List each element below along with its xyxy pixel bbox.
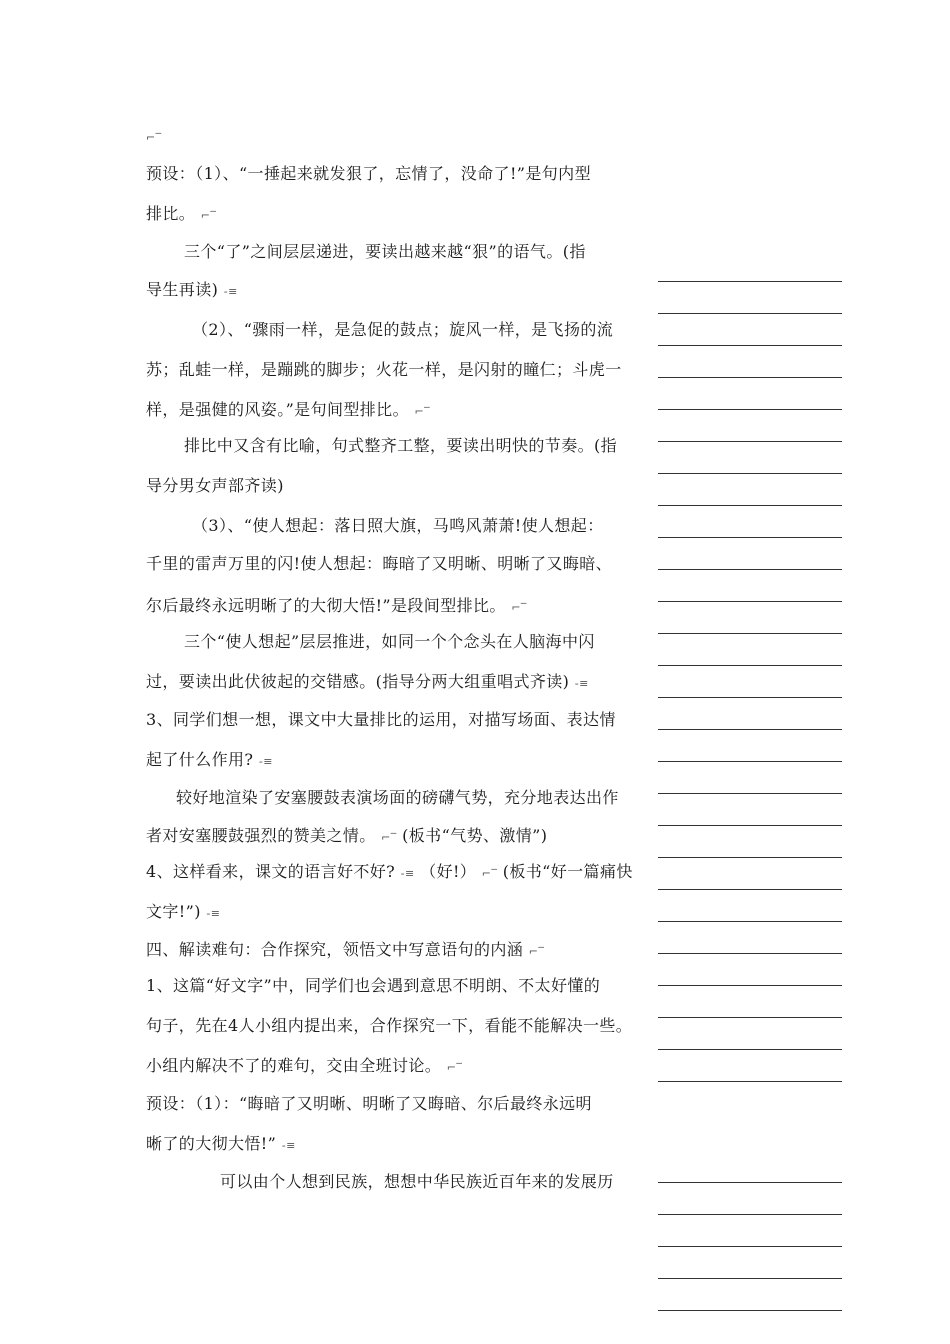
note-line [658, 409, 842, 410]
eq-mark: -≡ [206, 907, 221, 920]
note-line [658, 1214, 842, 1215]
text-line: 排比中又含有比喻，句式整齐工整，要读出明快的节奏。(指 [184, 436, 618, 455]
text-line: （2）、“骤雨一样，是急促的鼓点；旋风一样，是飞扬的流 [192, 320, 614, 339]
text-line: 1、这篇“好文字”中，同学们也会遇到意思不明朗、不太好懂的 [146, 976, 601, 995]
note-line [658, 377, 842, 378]
note-line [658, 1182, 842, 1183]
note-line [658, 537, 842, 538]
bracket-mark: ⌐‾ [511, 601, 527, 614]
note-line [658, 953, 842, 954]
text-line: 4、这样看来，课文的语言好不好? -≡ （好!） ⌐‾ (板书“好一篇痛快 [146, 862, 633, 881]
eq-mark: -≡ [281, 1139, 296, 1152]
text-line: 千里的雷声万里的闪!使人想起：晦暗了又明晰、明晰了又晦暗、 [146, 554, 613, 573]
note-line [658, 505, 842, 506]
section-heading: 四、解读难句：合作探究，领悟文中写意语句的内涵 ⌐‾ [146, 940, 545, 959]
bracket-mark: ⌐‾ [446, 1061, 463, 1074]
note-line [658, 473, 842, 474]
corner-mark: ⌐‾ [146, 131, 162, 144]
note-line [658, 857, 842, 858]
note-line [658, 633, 842, 634]
note-line [658, 281, 842, 282]
note-line [658, 1081, 842, 1082]
note-line [658, 729, 842, 730]
note-line [658, 1278, 842, 1279]
note-line [658, 441, 842, 442]
note-line [658, 569, 842, 570]
text-line: 小组内解决不了的难句，交由全班讨论。 ⌐‾ [146, 1056, 463, 1075]
text-line: 文字!”) -≡ [146, 902, 221, 921]
bracket-mark: ⌐‾ [528, 945, 545, 958]
note-line [658, 825, 842, 826]
note-line [658, 793, 842, 794]
text-line: 句子，先在4人小组内提出来，合作探究一下，看能不能解决一些。 [146, 1016, 633, 1035]
note-line [658, 889, 842, 890]
note-line [658, 665, 842, 666]
note-line [658, 985, 842, 986]
text-line: 苏；乱蛙一样，是蹦跳的脚步；火花一样，是闪射的瞳仁；斗虎一 [146, 360, 622, 379]
note-line [658, 345, 842, 346]
text-line: 三个“了”之间层层递进，要读出越来越“狠”的语气。(指 [184, 242, 586, 261]
text-line: 预设：（1）：“晦暗了又明晰、明晰了又晦暗、尔后最终永远明 [146, 1094, 592, 1113]
text-line: 起了什么作用? -≡ [146, 750, 273, 769]
note-line [658, 313, 842, 314]
note-line [658, 1246, 842, 1247]
note-line [658, 1017, 842, 1018]
text-line: 样，是强健的风姿。”是句间型排比。 ⌐‾ [146, 400, 431, 419]
text-line: 排比。 ⌐‾ [146, 204, 217, 223]
text-line: 导生再读) -≡ [146, 280, 238, 299]
text-line: 尔后最终永远明晰了的大彻大悟!”是段间型排比。 ⌐‾ [146, 596, 527, 615]
eq-mark: -≡ [258, 755, 273, 768]
bracket-mark: ⌐‾ [200, 209, 217, 222]
text-line: 过，要读出此伏彼起的交错感。(指导分两大组重唱式齐读) -≡ [146, 672, 589, 691]
note-line [658, 921, 842, 922]
text-line: 导分男女声部齐读) [146, 476, 284, 495]
eq-mark: -≡ [223, 285, 238, 298]
bracket-mark: ⌐‾ [481, 867, 498, 880]
note-line [658, 601, 842, 602]
eq-mark: -≡ [400, 867, 415, 880]
note-line [658, 1049, 842, 1050]
bracket-mark: ⌐‾ [381, 831, 397, 844]
text-line: 三个“使人想起”层层推进，如同一个个念头在人脑海中闪 [184, 632, 595, 651]
text-line: 较好地渲染了安塞腰鼓表演场面的磅礴气势，充分地表达出作 [176, 788, 619, 807]
text-line: 可以由个人想到民族，想想中华民族近百年来的发展历 [220, 1172, 614, 1191]
note-line [658, 761, 842, 762]
text-line: 预设：（1）、“一捶起来就发狠了，忘情了，没命了!”是句内型 [146, 164, 591, 183]
text-line: （3）、“使人想起：落日照大旗，马鸣风萧萧!使人想起： [192, 516, 604, 535]
text-line: 3、同学们想一想，课文中大量排比的运用，对描写场面、表达情 [146, 710, 616, 729]
note-line [658, 1310, 842, 1311]
text-line: 者对安塞腰鼓强烈的赞美之情。 ⌐‾ (板书“气势、激情”) [146, 826, 548, 845]
bracket-mark: ⌐‾ [414, 405, 431, 418]
note-line [658, 697, 842, 698]
note-lines-column [658, 0, 842, 1344]
text-line: 晰了的大彻大悟!” -≡ [146, 1134, 296, 1153]
eq-mark: -≡ [574, 677, 589, 690]
